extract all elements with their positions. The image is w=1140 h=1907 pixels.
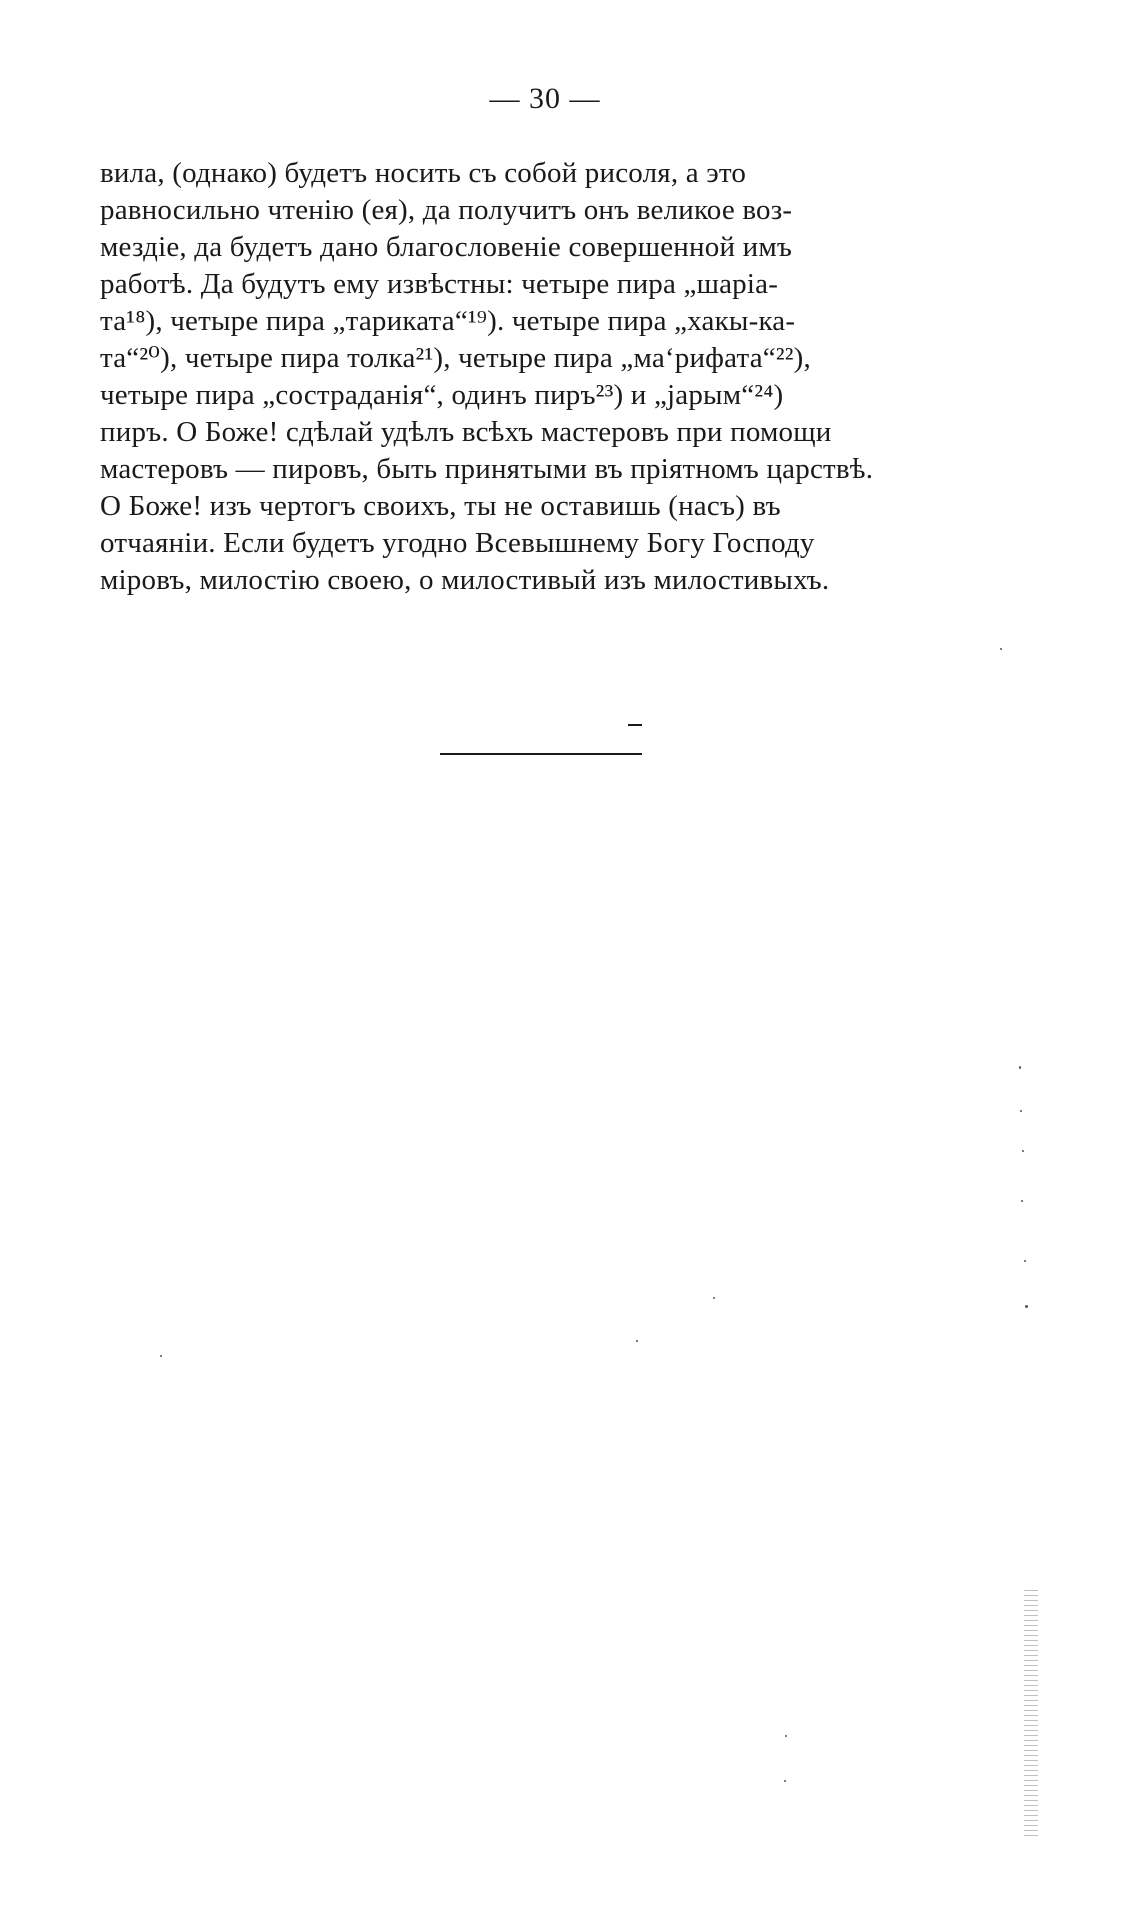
scan-speck xyxy=(1000,648,1002,650)
text-line: равносильно чтенію (ея), да получитъ онъ великое воз- xyxy=(100,194,793,226)
text-line: пиръ. О Боже! сдѣлай удѣлъ всѣхъ мастеровъ при помощи xyxy=(100,416,832,448)
page-number: — 30 — xyxy=(489,82,601,115)
text-line: О Боже! изъ чертогъ своихъ, ты не оставишь (насъ) въ xyxy=(100,490,781,522)
text-line: вила, (однако) будетъ носить съ собой рисоля, а это xyxy=(100,157,747,189)
text-line: работѣ. Да будутъ ему извѣстны: четыре пира „шаріа- xyxy=(100,268,779,300)
body-paragraph xyxy=(100,155,1010,599)
text-line: отчаяніи. Если будетъ угодно Всевышнему Богу Господу xyxy=(100,527,815,559)
scan-speck xyxy=(160,1355,162,1357)
text-line: та¹⁸), четыре пира „тариката“¹⁹). четыре пира „хакы-ка- xyxy=(100,305,796,337)
scan-speck xyxy=(1021,1200,1023,1202)
scan-speck xyxy=(1020,1110,1022,1112)
scan-speck xyxy=(785,1735,787,1737)
scan-speck xyxy=(784,1780,786,1782)
scan-speck xyxy=(1019,1066,1021,1069)
scan-speck xyxy=(1022,1150,1024,1152)
rule-mark xyxy=(628,724,642,726)
section-end-rule xyxy=(440,753,642,755)
text-line: та“²⁰), четыре пира толка²¹), четыре пира „маʻрифата“²²), xyxy=(100,342,811,374)
scan-edge-noise xyxy=(1024,1590,1038,1840)
text-line: мастеровъ — пировъ, быть принятыми въ пріятномъ царствѣ. xyxy=(100,453,874,485)
scan-speck xyxy=(1025,1305,1028,1308)
scan-speck xyxy=(1024,1260,1026,1262)
text-line: четыре пира „состраданія“, одинъ пиръ²³) и „јарым“²⁴) xyxy=(100,379,784,411)
scan-speck xyxy=(713,1297,715,1299)
scan-speck xyxy=(636,1340,638,1342)
text-line: міровъ, милостію своею, о милостивый изъ милостивыхъ. xyxy=(100,564,830,596)
text-line: мездіе, да будетъ дано благословеніе совершенной имъ xyxy=(100,231,793,263)
